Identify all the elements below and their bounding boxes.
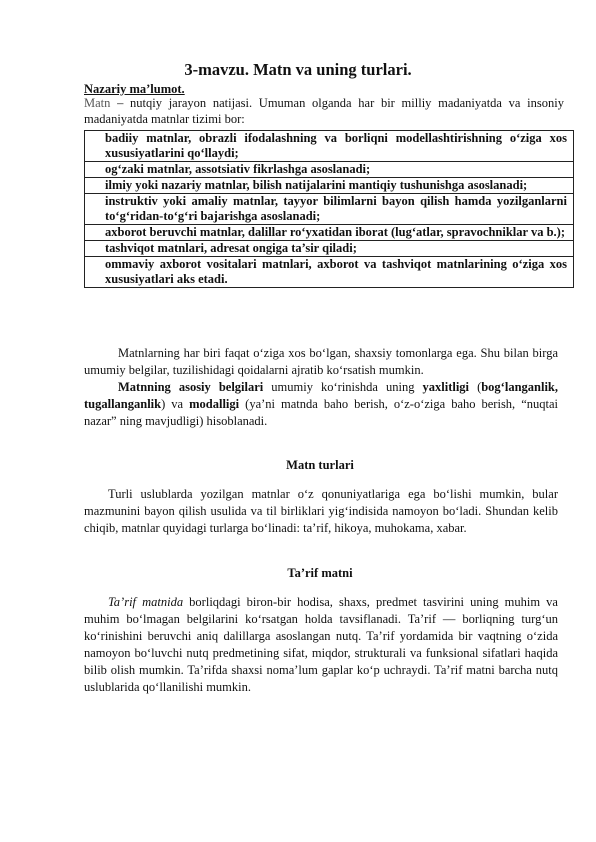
text-run: ( xyxy=(469,380,482,394)
table-cell: axborot beruvchi matnlar, dalillar ro‘yxatidan iborat (lug‘atlar, spravochniklar va b.); xyxy=(85,225,574,241)
table-row xyxy=(85,131,574,162)
paragraph-1: Matnlarning har biri faqat o‘ziga xos bo‘lgan, shaxsiy tomonlarga ega. Shu bilan birga umumiy belgilar, tuzilishidagi qoidalarni ajratib ko‘rsatish mumkin. xyxy=(84,346,558,377)
paragraph-2 xyxy=(84,379,558,430)
paragraph-3: Turli uslublarda yozilgan matnlar o‘z qonuniyatlariga ega bo‘lishi mumkin, bular mazmunini bayon qilish usulida va til birliklari yig‘indisida namoyon bo‘ladi. Shundan kelib chiqib, matnlar quyidagi turlarga bo‘linadi: ta’rif, hikoya, muhokama, xabar. xyxy=(84,487,558,535)
bold-term: Matnning asosiy belgilari xyxy=(118,380,264,394)
table-row xyxy=(85,225,574,241)
text-run: (ya’ni matnda baho berish, o‘z-o‘ziga baho berish, “nuqtai nazar” ning mavjudligi) hisoblanadi. xyxy=(84,397,558,428)
section-heading-tarif-matni: Ta’rif matni xyxy=(287,566,353,580)
text-run: umumiy ko‘rinishda uning xyxy=(263,380,423,394)
bold-term: modalligi xyxy=(189,397,240,411)
table-cell: ilmiy yoki nazariy matnlar, bilish natijalarini mantiqiy tushunishga asoslanadi; xyxy=(85,178,574,194)
text-run: ) va xyxy=(161,397,190,411)
table-cell: badiiy matnlar, obrazli ifodalashning va borliqni modellashtirishning o‘ziga xos xususiyatlarini qo‘llaydi; xyxy=(85,131,574,162)
table-row xyxy=(85,257,574,288)
table-cell: ommaviy axborot vositalari matnlari, axborot va tashviqot matnlarining o‘ziga xos xususiyatlari aks etadi. xyxy=(85,257,574,288)
intro-key-term: Matn xyxy=(84,96,111,110)
table-row xyxy=(85,162,574,178)
bold-term: bog‘langanlik, tugallanganlik xyxy=(84,380,558,411)
table-cell: og‘zaki matnlar, assotsiativ fikrlashga asoslanadi; xyxy=(85,162,574,178)
intro-text: – nutqiy jarayon natijasi. Umuman olganda har bir milliy madaniyatda va insoniy madaniyatda matnlar tizimi bor: xyxy=(84,96,564,126)
paragraph-4 xyxy=(84,594,558,696)
table-row xyxy=(85,178,574,194)
section-heading-matn-turlari: Matn turlari xyxy=(286,458,354,472)
table-cell: tashviqot matnlari, adresat ongiga ta’sir qiladi; xyxy=(85,241,574,257)
section-label: Nazariy ma’lumot. xyxy=(84,82,185,96)
table-row xyxy=(85,194,574,225)
bold-term: yaxlitligi xyxy=(422,380,470,394)
italic-term: Ta’rif matnida xyxy=(108,595,184,609)
page-title: 3-mavzu. Matn va uning turlari. xyxy=(184,60,412,79)
text-types-table xyxy=(84,130,574,288)
text-run: borliqdagi biron-bir hodisa, shaxs, predmet tasvirini uning muhim va muhim bo‘lmagan belgilarini ko‘rsatgan holda tavsiflanadi. Ta’rif — borliqning turg‘un ko‘rinishini beruvchi aniq dalillarga asoslangan nutq. Ta’rif yordamida bir vaqtning o‘zida namoyon bo‘luvchi nutq predmetining sifat, miqdor, strukturali va funksional sifatlari haqida bilib olish mumkin. Ta’rifda shaxsi noma’lum gaplar ko‘p uchraydi. Ta’rif matni barcha nutq uslublarida qo‘llanilishi mumkin. xyxy=(84,595,558,694)
table-cell: instruktiv yoki amaliy matnlar, tayyor bilimlarni bayon qilish hamda yozilganlarni to‘g‘ridan-to‘g‘ri bajarishga asoslanadi; xyxy=(85,194,574,225)
table-row xyxy=(85,241,574,257)
intro-paragraph xyxy=(84,95,564,127)
